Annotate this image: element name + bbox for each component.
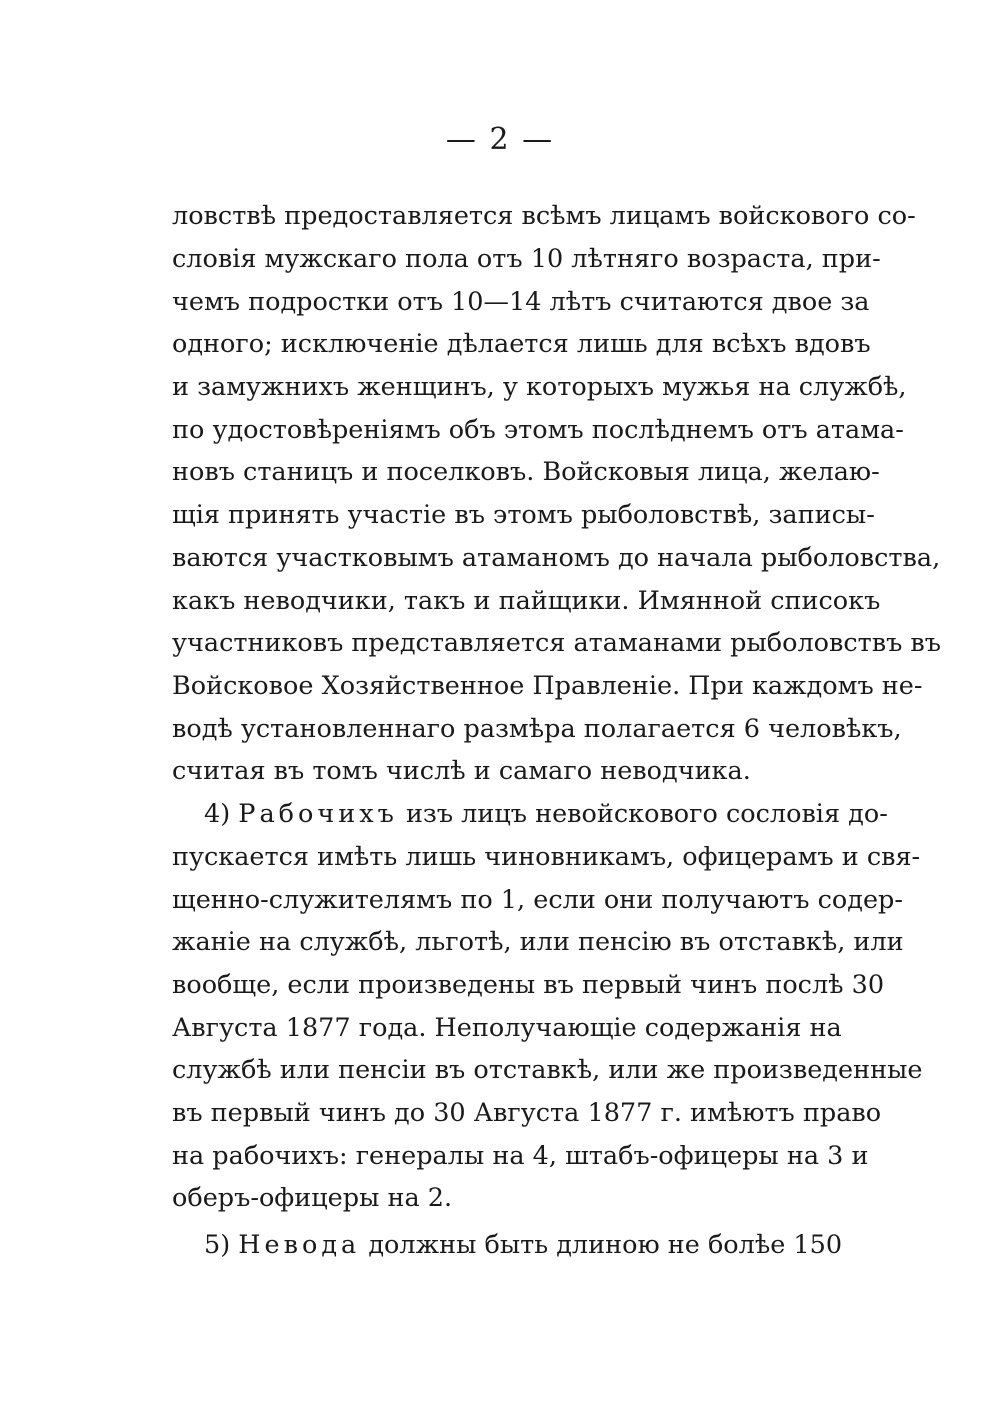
text-line: Войсковое Хозяйственное Правленіе. При каждомъ не- <box>172 671 923 701</box>
text-line: Августа 1877 года. Неполучающіе содержанія на <box>172 1013 842 1043</box>
paragraph-number: 5) <box>204 1230 231 1260</box>
paragraph-4-start: 4) Рабочихъ изъ лицъ невойскового сословія до- <box>204 799 888 829</box>
text-line: ловствѣ предоставляется всѣмъ лицамъ войскового со- <box>172 201 916 231</box>
paragraph-number: 4) <box>204 799 231 829</box>
text-line: водѣ установленнаго размѣра полагается 6 человѣкъ, <box>172 714 902 744</box>
text-line: одного; исключеніе дѣлается лишь для всѣхъ вдовъ <box>172 329 871 359</box>
text-line: какъ неводчики, такъ и пайщики. Имянной списокъ <box>172 586 881 616</box>
text-line: оберъ-офицеры на 2. <box>172 1183 453 1213</box>
text-line: щія принять участіе въ этомъ рыболовствѣ, записы- <box>172 500 875 530</box>
text-line: считая въ томъ числѣ и самаго неводчика. <box>172 756 751 786</box>
text-line: участниковъ представляется атаманами рыболовствъ въ <box>172 628 942 658</box>
text-line: пускается имѣть лишь чиновникамъ, офицерамъ и свя- <box>172 842 921 872</box>
text-line: и замужнихъ женщинъ, у которыхъ мужья на службѣ, <box>172 372 907 402</box>
text-line: по удостовѣреніямъ объ этомъ послѣднемъ отъ атама- <box>172 415 904 445</box>
emphasized-term: Невода <box>238 1230 361 1260</box>
text-line: словія мужскаго пола отъ 10 лѣтняго возраста, при- <box>172 244 881 274</box>
paragraph-5-start: 5) Невода должны быть длиною не болѣе 150 <box>204 1230 843 1260</box>
text-line: вообще, если произведены въ первый чинъ послѣ 30 <box>172 970 885 1000</box>
text-line: на рабочихъ: генералы на 4, штабъ-офицеры на 3 и <box>172 1141 869 1171</box>
text-line: чемъ подростки отъ 10—14 лѣтъ считаются двое за <box>172 287 870 317</box>
text-line: новъ станицъ и поселковъ. Войсковыя лица, желаю- <box>172 457 880 487</box>
text-line: службѣ или пенсіи въ отставкѣ, или же произведенные <box>172 1055 923 1085</box>
text-line: ваются участковымъ атаманомъ до начала рыболовства, <box>172 543 941 573</box>
text-line: щенно-служителямъ по 1, если они получаютъ содер- <box>172 885 903 915</box>
page-number: — 2 — <box>445 122 555 157</box>
text-line: жаніе на службѣ, льготѣ, или пенсію въ отставкѣ, или <box>172 927 904 957</box>
text-line: въ первый чинъ до 30 Августа 1877 г. имѣютъ право <box>172 1098 882 1128</box>
emphasized-term: Рабочихъ <box>238 799 398 829</box>
